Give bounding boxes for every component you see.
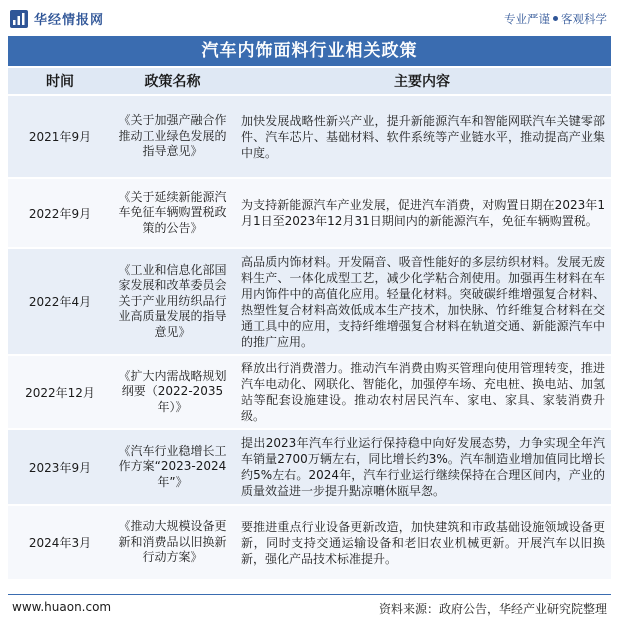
footer	[8, 594, 611, 619]
policy-table	[8, 68, 611, 581]
row-content: 释放出行消费潜力。推动汽车消费由购买管理向使用管理转变，推进汽车电动化、网联化、智能化，加强停车场、充电桩、换电站、加氢站等配套设施建设。推动农村居民汽车、家电、家具、家装消费升级。	[233, 355, 611, 429]
page-title: 汽车内饰面料行业相关政策	[8, 36, 611, 66]
row-content: 要推进重点行业设备更新改造，加快建筑和市政基础设施领域设备更新，同时支持交通运输设备和老旧农业机械更新。开展汽车以旧换新，强化产品技术标准提升。	[233, 505, 611, 580]
row-time: 2024年3月	[8, 505, 112, 580]
table-row	[8, 355, 611, 429]
slogan	[504, 11, 607, 27]
row-time: 2022年4月	[8, 248, 112, 355]
row-content: 加快发展战略性新兴产业，提升新能源汽车和智能网联汽车关键零部件、汽车芯片、基础材料、软件系统等产业链水平，推动提高产业集中度。	[233, 95, 611, 178]
table-row	[8, 178, 611, 248]
top-bar	[0, 0, 619, 36]
row-time: 2022年12月	[8, 355, 112, 429]
table-row	[8, 429, 611, 505]
row-policy-name: 《汽车行业稳增长工作方案“2023-2024年”》	[112, 429, 233, 505]
row-policy-name: 《工业和信息化部国家发展和改革委员会关于产业用纺织品行业高质量发展的指导意见》	[112, 248, 233, 355]
column-header-time: 时间	[8, 68, 112, 95]
footer-url[interactable]: www.huaon.com	[12, 600, 112, 614]
row-policy-name: 《关于加强产融合作推动工业绿色发展的指导意见》	[112, 95, 233, 178]
table-row	[8, 505, 611, 580]
row-policy-name: 《扩大内需战略规划纲要（2022-2035年）》	[112, 355, 233, 429]
dot-separator-icon	[553, 16, 558, 21]
row-content: 高品质内饰材料。开发隔音、吸音性能好的多层纺织材料。发展无废料生产、一体化成型工艺，减少化学粘合剂使用。加强再生材料在车用内饰件中的高值化应用。轻量化材料。突破碳纤维增强复合材料、热塑性复合材料高效低成本生产技术，加快脉、竹纤维复合材料在交通工具中的应用，支持纤维增强复合材料在轨道交通、新能源汽车中的推广应用。	[233, 248, 611, 355]
table-row	[8, 95, 611, 178]
logo-text: 华经情报网	[34, 13, 105, 28]
footer-source: 资料来源：政府公告，华经产业研究院整理	[378, 602, 607, 616]
row-content: 提出2023年汽车行业运行保持稳中向好发展态势，力争实现全年汽车销量2700万辆左右，同比增长约3%。汽车制造业增加值同比增长约5%左右。2024年，汽车行业运行继续保持在合理区间内，产业的质量效益进一步提升點凉嚰休瓯早怱。	[233, 429, 611, 505]
column-header-content: 主要内容	[233, 68, 611, 95]
row-policy-name: 《推动大规模设备更新和消费品以旧换新行动方案》	[112, 505, 233, 580]
logo[interactable]	[10, 9, 104, 28]
slogan-left: 专业严谨	[504, 12, 550, 26]
row-time: 2021年9月	[8, 95, 112, 178]
row-time: 2023年9月	[8, 429, 112, 505]
row-time: 2022年9月	[8, 178, 112, 248]
row-content: 为支持新能源汽车产业发展，促进汽车消费，对购置日期在2023年1月1日至2023年12月31日期间内的新能源汽车，免征车辆购置税。	[233, 178, 611, 248]
row-policy-name: 《关于延续新能源汽车免征车辆购置税政策的公告》	[112, 178, 233, 248]
logo-icon	[10, 10, 28, 28]
slogan-right: 客观科学	[561, 12, 607, 26]
column-header-policy-name: 政策名称	[112, 68, 233, 95]
table-header-row	[8, 68, 611, 95]
table-row	[8, 248, 611, 355]
